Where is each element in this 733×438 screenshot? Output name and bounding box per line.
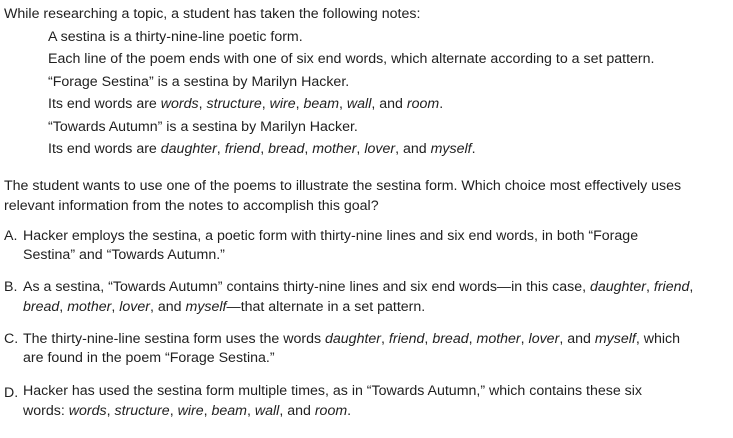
italic-term: friend	[653, 279, 690, 295]
italic-term: lover	[528, 331, 560, 347]
note-line: “Forage Sestina” is a sestina by Marilyn Hacker.	[48, 74, 350, 90]
italic-term: bread	[268, 141, 305, 157]
choice-text-line: are found in the poem “Forage Sestina.”	[23, 350, 275, 366]
choice-letter: A.	[4, 228, 18, 244]
italic-term: beam	[303, 96, 340, 112]
italic-term: myself	[430, 141, 472, 157]
choice-text-line: As a sestina, “Towards Autumn” contains thirty-nine lines and six end words—in this case, daughter, friend,	[23, 279, 694, 295]
italic-term: beam	[211, 403, 247, 419]
italic-term: structure	[206, 96, 262, 112]
note-line: “Towards Autumn” is a sestina by Marilyn Hacker.	[48, 119, 358, 135]
italic-term: lover	[364, 141, 396, 157]
note-line: Each line of the poem ends with one of six end words, which alternate according to a set pattern.	[48, 51, 655, 67]
italic-term: lover	[119, 299, 150, 315]
italic-term: mother	[312, 141, 357, 157]
italic-term: daughter	[325, 331, 382, 347]
intro-text: While researching a topic, a student has taken the following notes:	[4, 6, 421, 22]
choice-text-line: The thirty-nine-line sestina form uses the words daughter, friend, bread, mother, lover, and myself, which	[23, 331, 680, 347]
note-line: Its end words are daughter, friend, bread, mother, lover, and myself.	[48, 141, 476, 157]
choice-text-line: Sestina” and “Towards Autumn.”	[23, 247, 225, 263]
note-line: Its end words are words, structure, wire, beam, wall, and room.	[48, 96, 444, 112]
choice-text-line: bread, mother, lover, and myself—that alternate in a set pattern.	[23, 299, 426, 315]
italic-term: wire	[269, 96, 296, 112]
italic-term: daughter	[160, 141, 217, 157]
italic-term: structure	[114, 403, 170, 419]
choice-text-line: Hacker has used the sestina form multiple times, as in “Towards Autumn,” which contains these six	[23, 383, 642, 399]
italic-term: room	[406, 96, 440, 112]
italic-term: mother	[476, 331, 521, 347]
italic-term: room	[314, 403, 348, 419]
italic-term: wire	[177, 403, 204, 419]
italic-term: words	[160, 96, 199, 112]
italic-term: bread	[23, 299, 60, 315]
italic-term: friend	[224, 141, 261, 157]
choice-text-line: Hacker employs the sestina, a poetic form with thirty-nine lines and six end words, in both “Forage	[23, 228, 639, 244]
italic-term: wall	[346, 96, 372, 112]
italic-term: friend	[388, 331, 425, 347]
italic-term: daughter	[589, 279, 646, 295]
italic-term: bread	[432, 331, 469, 347]
prompt-line: relevant information from the notes to accomplish this goal?	[4, 198, 379, 214]
italic-term: myself	[185, 299, 227, 315]
prompt-line: The student wants to use one of the poems to illustrate the sestina form. Which choice most effectively uses	[4, 178, 682, 194]
italic-term: wall	[254, 403, 280, 419]
italic-term: myself	[594, 331, 636, 347]
choice-letter: D.	[4, 385, 19, 401]
italic-term: mother	[67, 299, 112, 315]
italic-term: words	[68, 403, 107, 419]
note-line: A sestina is a thirty-nine-line poetic form.	[48, 29, 303, 45]
choice-letter: B.	[4, 279, 18, 295]
choice-text-line: words: words, structure, wire, beam, wall, and room.	[23, 403, 352, 419]
choice-letter: C.	[4, 331, 19, 347]
